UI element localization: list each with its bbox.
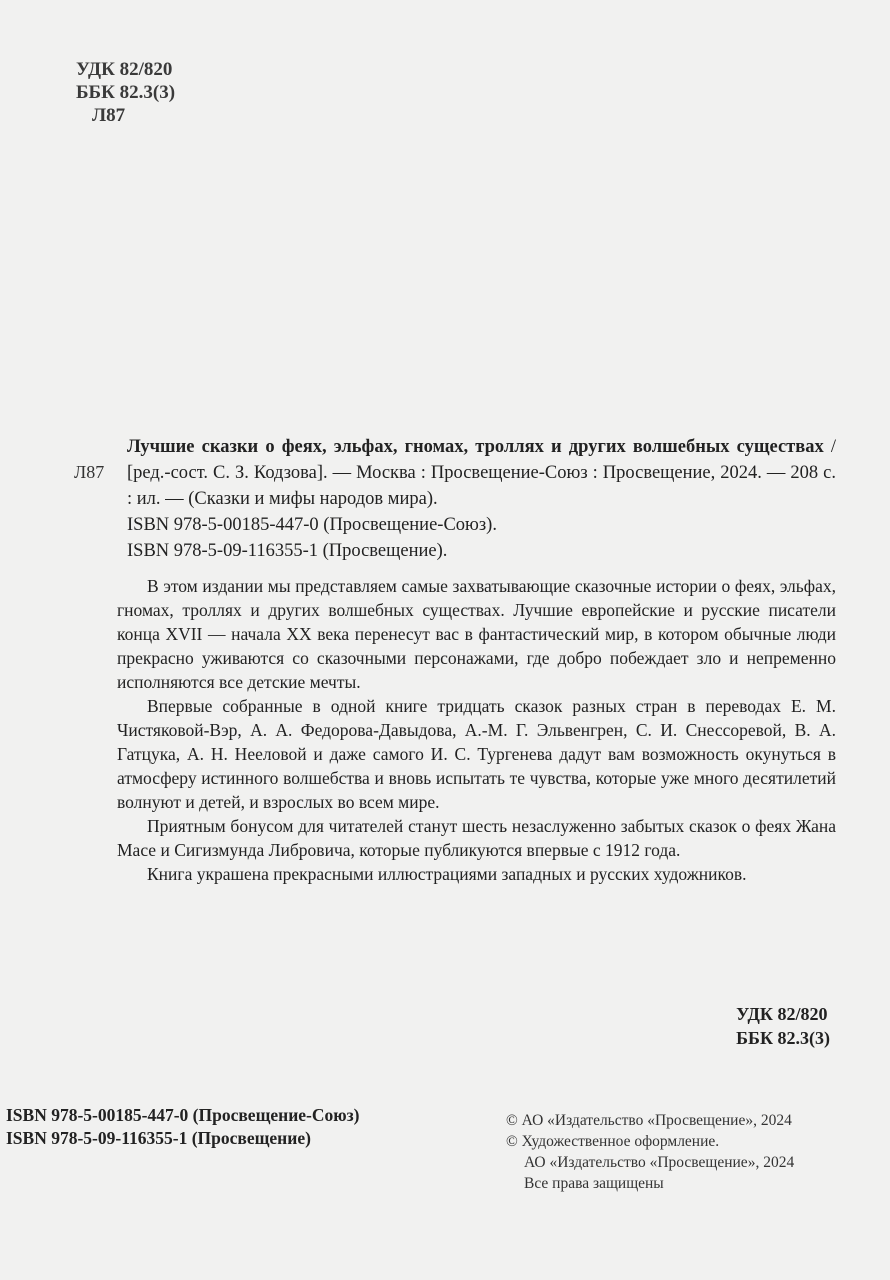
udk-code: УДК 82/820 [736,1004,828,1024]
publication-details: / [ред.-сост. С. З. Кодзова]. — Москва : Просвещение-Союз : Просвещение, 2024. — 208 с. : ил. — (Сказки и мифы народов мира). [127,437,837,509]
bibliographic-description [127,434,836,512]
isbn-prosveshchenie-soyuz: ISBN 978-5-00185-447-0 (Просвещение-Союз). [127,515,497,535]
udk-code: УДК 82/820 [76,59,173,80]
isbn-block [6,1104,360,1150]
book-title: Лучшие сказки о феях, эльфах, гномах, троллях и других волшебных существах [127,437,824,457]
bbk-code: ББК 82.3(3) [76,82,176,103]
annotation-paragraph: В этом издании мы представляем самые захватывающие сказочные истории о феях, эльфах, гномах, троллях и других волшебных существах. Лучшие европейские и русские писатели конца XVII — начала XX века перенесут вас в фантастический мир, в котором обычные люди прекрасно уживаются со сказочными персонажами, где добро побеждает зло и непременно исполняются все детские мечты. [117,576,836,692]
author-sign-margin: Л87 [74,462,105,482]
annotation-paragraph: Книга украшена прекрасными иллюстрациями западных и русских художников. [147,864,747,884]
isbn-prosveshchenie-soyuz: ISBN 978-5-00185-447-0 (Просвещение-Союз) [6,1105,360,1125]
annotation-paragraph: Приятным бонусом для читателей станут шесть незаслуженно забытых сказок о феях Жана Масе и Сигизмунда Либровича, которые публикуются впервые с 1912 года. [117,816,836,860]
annotation-paragraph: Впервые собранные в одной книге тридцать сказок разных стран в переводах Е. М. Чистяковой-Вэр, А. А. Федорова-Давыдова, А.-М. Г. Эльвенгрен, С. И. Снессоревой, В. А. Гатцука, А. Н. Нееловой и даже самого И. С. Тургенева дадут вам возможность окунуться в атмосферу истинного волшебства и вновь испытать те чувства, которые уже много десятилетий волнуют и детей, и взрослых во всем мире. [117,696,836,812]
classification-codes-bottom [736,1002,830,1050]
annotation [117,574,836,886]
bbk-code: ББК 82.3(3) [736,1028,830,1048]
copyright-line: © АО «Издательство «Просвещение», 2024 [506,1112,792,1129]
classification-codes-top [76,58,175,127]
catalog-record [127,434,836,564]
copyright-line: АО «Издательство «Просвещение», 2024 [524,1154,795,1171]
author-sign: Л87 [92,105,126,126]
isbn-prosveshchenie: ISBN 978-5-09-116355-1 (Просвещение). [127,541,448,561]
rights-reserved: Все права защищены [524,1175,664,1192]
copyright-line: © Художественное оформление. [506,1133,720,1150]
copyright-notice [506,1110,794,1194]
isbn-prosveshchenie: ISBN 978-5-09-116355-1 (Просвещение) [6,1128,311,1148]
